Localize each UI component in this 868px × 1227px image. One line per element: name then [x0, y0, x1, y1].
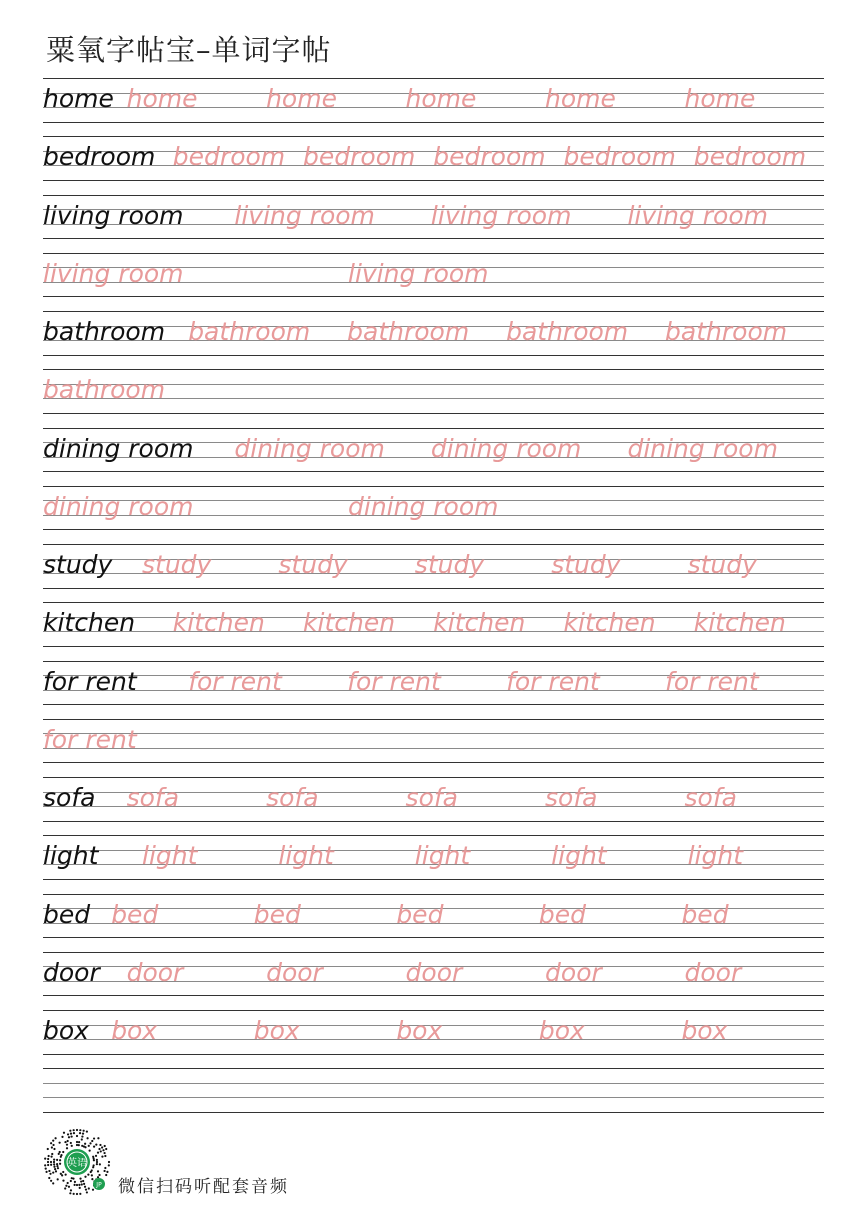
ruling-line [43, 719, 824, 720]
trace-word: sofa [126, 783, 180, 812]
practice-row [43, 602, 824, 660]
trace-word: light [687, 841, 744, 871]
trace-word: home [545, 84, 616, 113]
trace-word: box [396, 1016, 443, 1045]
trace-word: light [551, 841, 607, 871]
trace-word: light [414, 841, 471, 871]
model-word: study [43, 550, 113, 579]
ruling-line [43, 355, 824, 356]
ruling-line [43, 821, 824, 822]
trace-word: home [126, 84, 198, 113]
trace-word: dining room [627, 433, 778, 463]
ruling-line [43, 762, 824, 763]
ruling-line [43, 486, 824, 487]
ruling-line [43, 894, 824, 895]
practice-row [43, 369, 824, 427]
trace-word: living room [430, 200, 572, 230]
ruling-line [43, 937, 824, 938]
model-word: sofa [43, 783, 96, 812]
ruling-line [43, 544, 824, 545]
footer [42, 1127, 542, 1199]
trace-word: bedroom [303, 142, 416, 172]
qr-code-icon [42, 1127, 112, 1197]
model-word: bed [43, 899, 91, 929]
trace-word: kitchen [693, 608, 786, 638]
trace-word: study [142, 550, 212, 579]
trace-word: bed [681, 899, 729, 929]
model-word: home [43, 84, 114, 113]
trace-word: sofa [405, 783, 458, 812]
trace-word: light [142, 841, 198, 871]
trace-word: bathroom [506, 317, 629, 346]
trace-word: kitchen [303, 608, 396, 638]
practice-row [43, 835, 824, 893]
ruling-line [43, 646, 824, 647]
ruling-line [43, 471, 824, 472]
ruling-line [43, 311, 824, 312]
trace-word: study [414, 550, 485, 579]
ruling-line [43, 529, 824, 530]
ruling-line [43, 1054, 824, 1055]
ruling-line [43, 835, 824, 836]
trace-word: bed [253, 899, 301, 929]
model-word: bathroom [43, 317, 166, 346]
trace-word: door [684, 957, 742, 987]
ruling-line [43, 180, 824, 181]
ruling-line [43, 195, 824, 196]
trace-word: sofa [266, 783, 319, 812]
model-word: living room [43, 200, 184, 230]
practice-row [43, 1010, 824, 1068]
trace-word: box [111, 1016, 158, 1045]
trace-word: dining room [43, 491, 194, 521]
practice-row [43, 777, 824, 835]
ruling-line [43, 78, 824, 79]
trace-word: bedroom [693, 142, 807, 172]
ruling-line [43, 413, 824, 414]
model-word: box [43, 1016, 89, 1045]
practice-row [43, 1068, 824, 1126]
ruling-line [43, 602, 824, 603]
trace-word: dining room [348, 491, 499, 521]
trace-word: bathroom [347, 317, 470, 346]
trace-word: door [126, 957, 184, 987]
trace-word: bed [111, 899, 159, 929]
model-word: light [43, 841, 99, 871]
trace-word: living room [43, 258, 184, 288]
practice-row [43, 195, 824, 253]
practice-row [43, 253, 824, 311]
ruling-line [43, 136, 824, 137]
ruling-line [43, 296, 824, 297]
ruling-line [43, 428, 824, 429]
practice-row [43, 486, 824, 544]
trace-word: living room [627, 200, 768, 230]
trace-word: bedroom [172, 142, 286, 172]
trace-word: home [684, 84, 756, 113]
trace-word: kitchen [563, 608, 656, 638]
ruling-line [43, 1083, 824, 1084]
ruling-line [43, 253, 824, 254]
trace-word: door [405, 957, 463, 987]
practice-row [43, 428, 824, 486]
model-word: for rent [43, 666, 137, 696]
trace-word: kitchen [433, 608, 526, 638]
trace-word: home [405, 84, 477, 113]
trace-word: dining room [430, 433, 582, 463]
trace-word: for rent [665, 666, 759, 696]
trace-word: study [278, 550, 348, 579]
practice-sheet [43, 78, 824, 1127]
trace-word: living room [234, 200, 375, 230]
trace-word: bedroom [433, 142, 546, 172]
ruling-line [43, 1097, 824, 1098]
ruling-line [43, 777, 824, 778]
trace-word: door [545, 957, 602, 987]
trace-word: bed [396, 899, 444, 929]
ruling-line [43, 952, 824, 953]
trace-word: kitchen [172, 608, 265, 638]
trace-word: for rent [347, 666, 441, 696]
trace-word: sofa [684, 783, 737, 812]
practice-row [43, 136, 824, 194]
trace-word: light [278, 841, 334, 871]
ruling-line [43, 733, 824, 734]
trace-word: box [681, 1016, 728, 1045]
footer-caption: 微信扫码听配套音频 [118, 1177, 289, 1197]
trace-word: study [687, 550, 757, 579]
ruling-line [43, 588, 824, 589]
trace-word: dining room [234, 433, 385, 463]
trace-word: study [551, 550, 621, 579]
practice-row [43, 78, 824, 136]
ruling-line [43, 238, 824, 239]
trace-word: box [538, 1016, 585, 1045]
trace-word: bedroom [563, 142, 676, 172]
qr-badge-text: 英语 [67, 1158, 87, 1169]
model-word: dining room [43, 433, 194, 463]
trace-word: living room [348, 258, 489, 288]
trace-word: home [266, 84, 337, 113]
practice-row [43, 719, 824, 777]
ruling-line [43, 1112, 824, 1113]
ruling-line [43, 1010, 824, 1011]
model-word: door [43, 957, 100, 987]
ruling-line [43, 661, 824, 662]
model-word: kitchen [43, 608, 136, 638]
ruling-line [43, 995, 824, 996]
trace-word: sofa [545, 783, 598, 812]
trace-word: bathroom [43, 375, 166, 405]
ruling-line [43, 704, 824, 705]
practice-row [43, 544, 824, 602]
trace-word: bathroom [665, 317, 788, 346]
qr-small-badge-text: JP [96, 1181, 102, 1189]
ruling-line [43, 1068, 824, 1069]
trace-word: for rent [43, 724, 137, 754]
practice-row [43, 661, 824, 719]
ruling-line [43, 122, 824, 123]
ruling-line [43, 748, 824, 749]
trace-word: bathroom [188, 317, 311, 346]
ruling-line [43, 369, 824, 370]
ruling-line [43, 879, 824, 880]
model-word: bedroom [43, 142, 156, 172]
trace-word: door [266, 957, 323, 987]
page-title: 粟氧字帖宝–单词字帖 [46, 33, 332, 67]
trace-word: bed [538, 899, 586, 929]
trace-word: for rent [506, 666, 600, 696]
trace-word: box [253, 1016, 300, 1045]
practice-row [43, 894, 824, 952]
practice-row [43, 952, 824, 1010]
trace-word: for rent [188, 666, 282, 696]
practice-row [43, 311, 824, 369]
